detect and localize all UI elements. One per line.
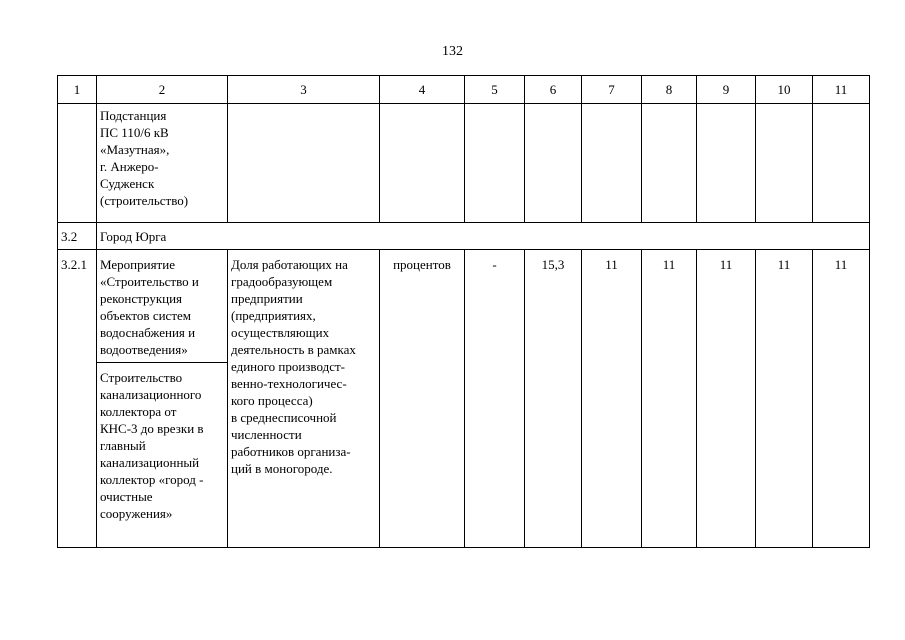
value-col-10: 11 [756,250,813,548]
project-title: Строительство канализационного коллектора от КНС-3 до врезки в главный канализационный коллектор «город - очистные сооружения» [97,363,228,548]
substation-cell-3 [228,104,380,223]
column-number-row [58,76,870,104]
substation-cell-11 [813,104,870,223]
value-col-6: 15,3 [525,250,582,548]
column-header-9: 9 [697,76,756,104]
column-header-4: 4 [380,76,465,104]
substation-cell-8 [642,104,697,223]
column-header-8: 8 [642,76,697,104]
city-section-number: 3.2 [58,223,97,250]
unit-of-measure: процентов [380,250,465,548]
indicator-description: Доля работающих на градообразующем предприятии (предприятиях, осуществляющих деятельность в рамках единого производст- венно-технологичес- кого процесса) в среднесписочной численности работников организа- ций в моногороде. [228,250,380,548]
column-header-10: 10 [756,76,813,104]
event-number: 3.2.1 [58,250,97,548]
substation-cell-5 [465,104,525,223]
substation-cell-6 [525,104,582,223]
column-header-6: 6 [525,76,582,104]
column-header-7: 7 [582,76,642,104]
column-header-11: 11 [813,76,870,104]
city-name: Город Юрга [97,223,870,250]
substation-cell-4 [380,104,465,223]
column-header-2: 2 [97,76,228,104]
event-row [58,250,870,363]
substation-cell-1 [58,104,97,223]
substation-cell-10 [756,104,813,223]
event-title: Мероприятие «Строительство и реконструкция объектов систем водоснабжения и водоотведения» [97,250,228,363]
page-number: 132 [442,44,463,59]
value-col-8: 11 [642,250,697,548]
indicator-table [57,75,870,548]
substation-row [58,104,870,223]
value-col-9: 11 [697,250,756,548]
substation-cell-9 [697,104,756,223]
substation-name: Подстанция ПС 110/6 кВ «Мазутная», г. Анжеро- Судженск (строительство) [97,104,228,223]
value-col-7: 11 [582,250,642,548]
column-header-5: 5 [465,76,525,104]
column-header-1: 1 [58,76,97,104]
substation-cell-7 [582,104,642,223]
column-header-3: 3 [228,76,380,104]
value-col-11: 11 [813,250,870,548]
city-row [58,223,870,250]
value-col-5: - [465,250,525,548]
